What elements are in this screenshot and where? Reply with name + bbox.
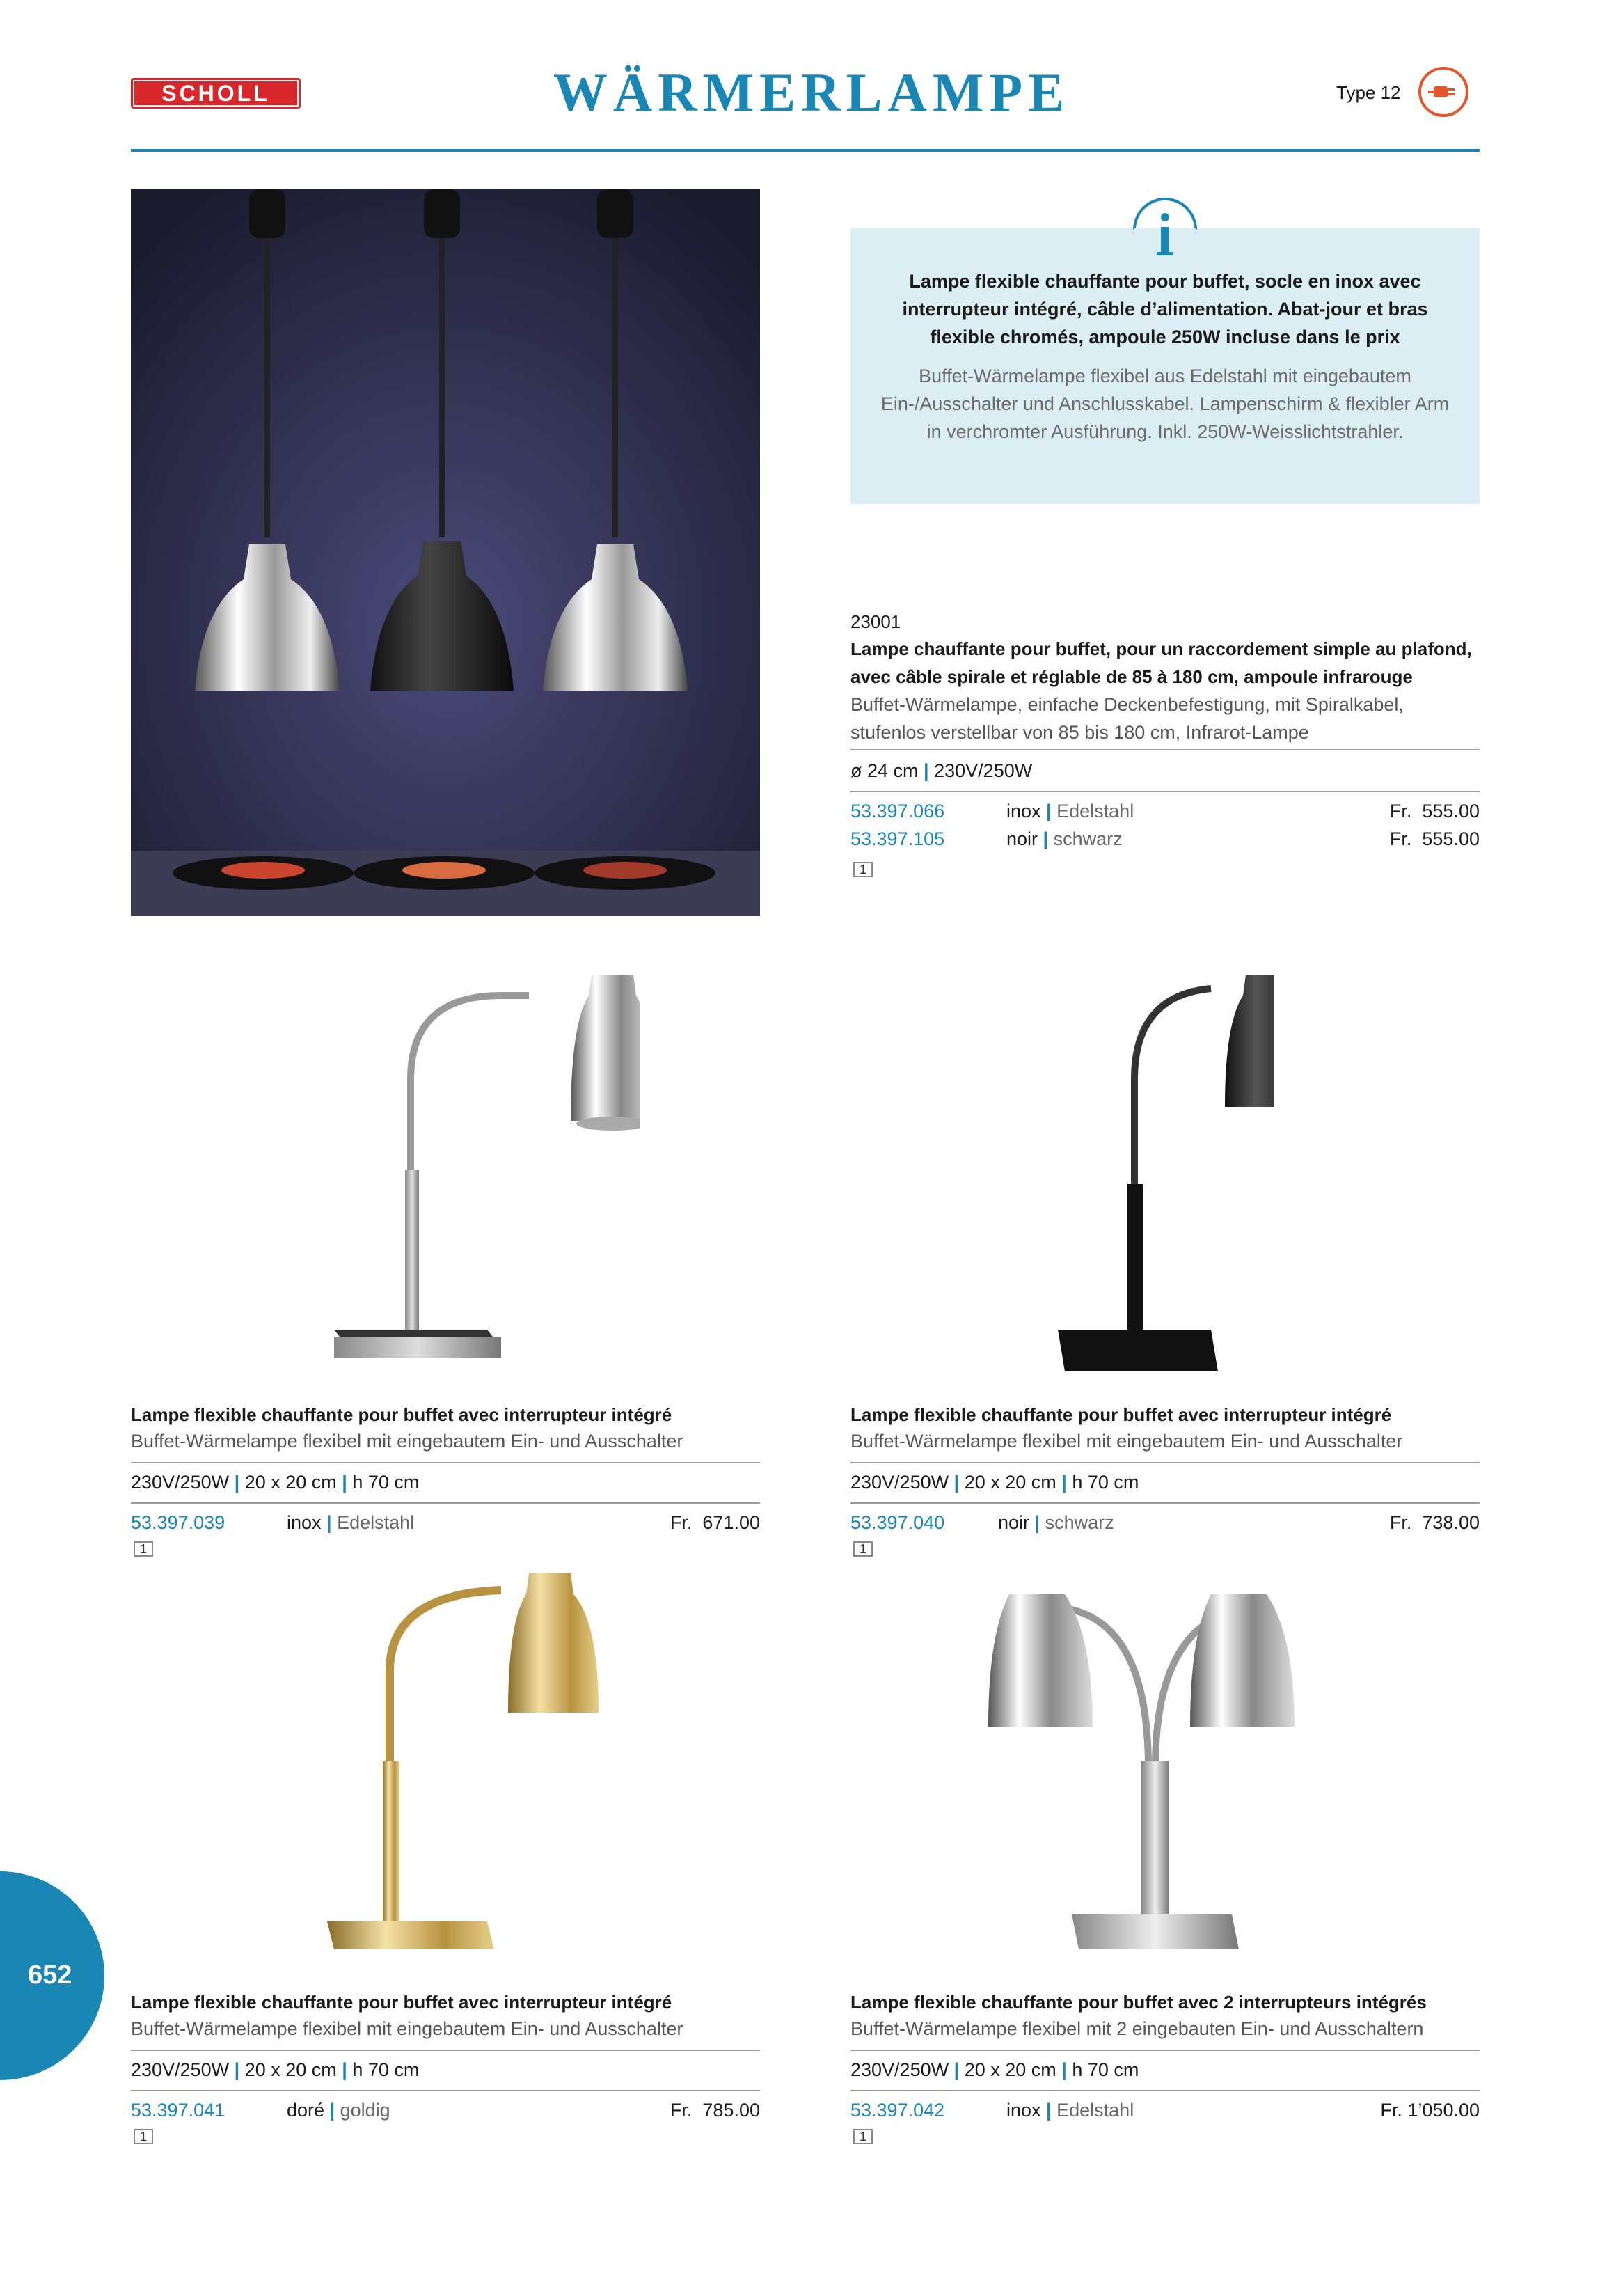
product-name-fr: Lampe flexible chauffante pour buffet avec interrupteur intégré: [131, 1404, 672, 1425]
divider: [131, 2090, 760, 2091]
type-label: Type 12: [1336, 82, 1401, 103]
info-text-fr: Lampe flexible chauffante pour buffet, socle en inox avec interrupteur intégré, câble d’alimentation. Abat-jour et bras flexible chromés, ampoule 250W incluse dans le prix: [902, 271, 1428, 347]
lamp-black-photo: [1044, 975, 1274, 1385]
divider: [850, 1502, 1480, 1504]
price: Fr. 555.00: [1389, 801, 1480, 821]
product-name-de: Buffet-Wärmelampe flexibel mit 2 eingebauten Ein- und Ausschaltern: [850, 2018, 1424, 2039]
product-name-fr: Lampe flexible chauffante pour buffet avec interrupteur intégré: [131, 1992, 672, 2013]
package-unit-icon: 1: [850, 1539, 878, 1559]
product-name-de: Buffet-Wärmelampe flexibel mit eingebautem Ein- und Ausschalter: [131, 2018, 683, 2039]
lamp-chrome-photo: [320, 968, 640, 1365]
product-name-de: Buffet-Wärmelampe flexibel mit eingebautem Ein- und Ausschalter: [850, 1431, 1403, 1452]
variant-label: inox | Edelstahl: [1006, 801, 1134, 821]
product-specs: ø 24 cm | 230V/250W: [850, 760, 1033, 781]
product-name-fr: Lampe chauffante pour buffet, pour un raccordement simple au plafond, avec câble spirale et réglable de 85 à 180 cm, ampoule infrarouge: [850, 638, 1472, 687]
article-number[interactable]: 53.397.042: [850, 2100, 945, 2121]
divider: [850, 749, 1480, 750]
package-unit-icon: 1: [850, 2126, 878, 2147]
product-code: 23001: [850, 611, 901, 632]
package-unit-icon: 1: [131, 1539, 159, 1559]
article-number[interactable]: 53.397.039: [131, 1512, 225, 1533]
divider: [850, 1462, 1480, 1463]
variant-label: inox | Edelstahl: [1006, 2100, 1134, 2121]
product-specs: 230V/250W | 20 x 20 cm | h 70 cm: [850, 1472, 1139, 1493]
lamp-double-photo: [981, 1594, 1343, 1963]
article-number[interactable]: 53.397.066: [850, 801, 945, 821]
product-specs: 230V/250W | 20 x 20 cm | h 70 cm: [850, 2059, 1139, 2080]
package-unit-icon: 1: [850, 859, 878, 880]
price: Fr. 1’050.00: [1380, 2100, 1480, 2121]
scholl-logo: SCHOLL: [131, 78, 301, 109]
hanging-lamps-photo: [131, 189, 760, 916]
product-name-de: Buffet-Wärmelampe flexibel mit eingebautem Ein- und Ausschalter: [131, 1431, 683, 1452]
product-name-de: Buffet-Wärmelampe, einfache Deckenbefestigung, mit Spiralkabel, stufenlos verstellbar von 85 bis 180 cm, Infrarot-Lampe: [850, 694, 1404, 743]
plug-icon: [1418, 67, 1468, 117]
page-number: 652: [28, 1960, 72, 1990]
variant-label: doré | goldig: [287, 2100, 390, 2121]
variant-label: inox | Edelstahl: [287, 1512, 415, 1533]
price: Fr. 785.00: [670, 2100, 760, 2121]
info-text-de: Buffet-Wärmelampe flexibel aus Edelstahl mit eingebautem Ein-/Ausschalter und Anschlusskabel. Lampenschirm & flexibler Arm in verchromter Ausführung. Inkl. 250W-Weisslichtstrahler.: [880, 365, 1450, 442]
header-rule: [131, 149, 1480, 152]
divider: [850, 791, 1480, 792]
package-unit-icon: 1: [131, 2126, 159, 2147]
price: Fr. 671.00: [670, 1512, 760, 1533]
product-name-fr: Lampe flexible chauffante pour buffet avec interrupteur intégré: [850, 1404, 1392, 1425]
page-title: WÄRMERLAMPE: [553, 62, 1070, 123]
divider: [131, 1462, 760, 1463]
info-icon: [1132, 196, 1198, 263]
article-number[interactable]: 53.397.040: [850, 1512, 945, 1533]
divider: [131, 1502, 760, 1504]
product-specs: 230V/250W | 20 x 20 cm | h 70 cm: [131, 1472, 420, 1493]
product-name-fr: Lampe flexible chauffante pour buffet avec 2 interrupteurs intégrés: [850, 1992, 1427, 2013]
divider: [850, 2050, 1480, 2051]
divider: [850, 2090, 1480, 2091]
lamp-gold-photo: [306, 1573, 633, 1963]
price: Fr. 555.00: [1389, 828, 1480, 849]
price: Fr. 738.00: [1389, 1512, 1480, 1533]
variant-label: noir | schwarz: [1006, 828, 1123, 849]
variant-label: noir | schwarz: [998, 1512, 1114, 1533]
divider: [131, 2050, 760, 2051]
product-specs: 230V/250W | 20 x 20 cm | h 70 cm: [131, 2059, 420, 2080]
article-number[interactable]: 53.397.041: [131, 2100, 225, 2121]
article-number[interactable]: 53.397.105: [850, 828, 945, 849]
